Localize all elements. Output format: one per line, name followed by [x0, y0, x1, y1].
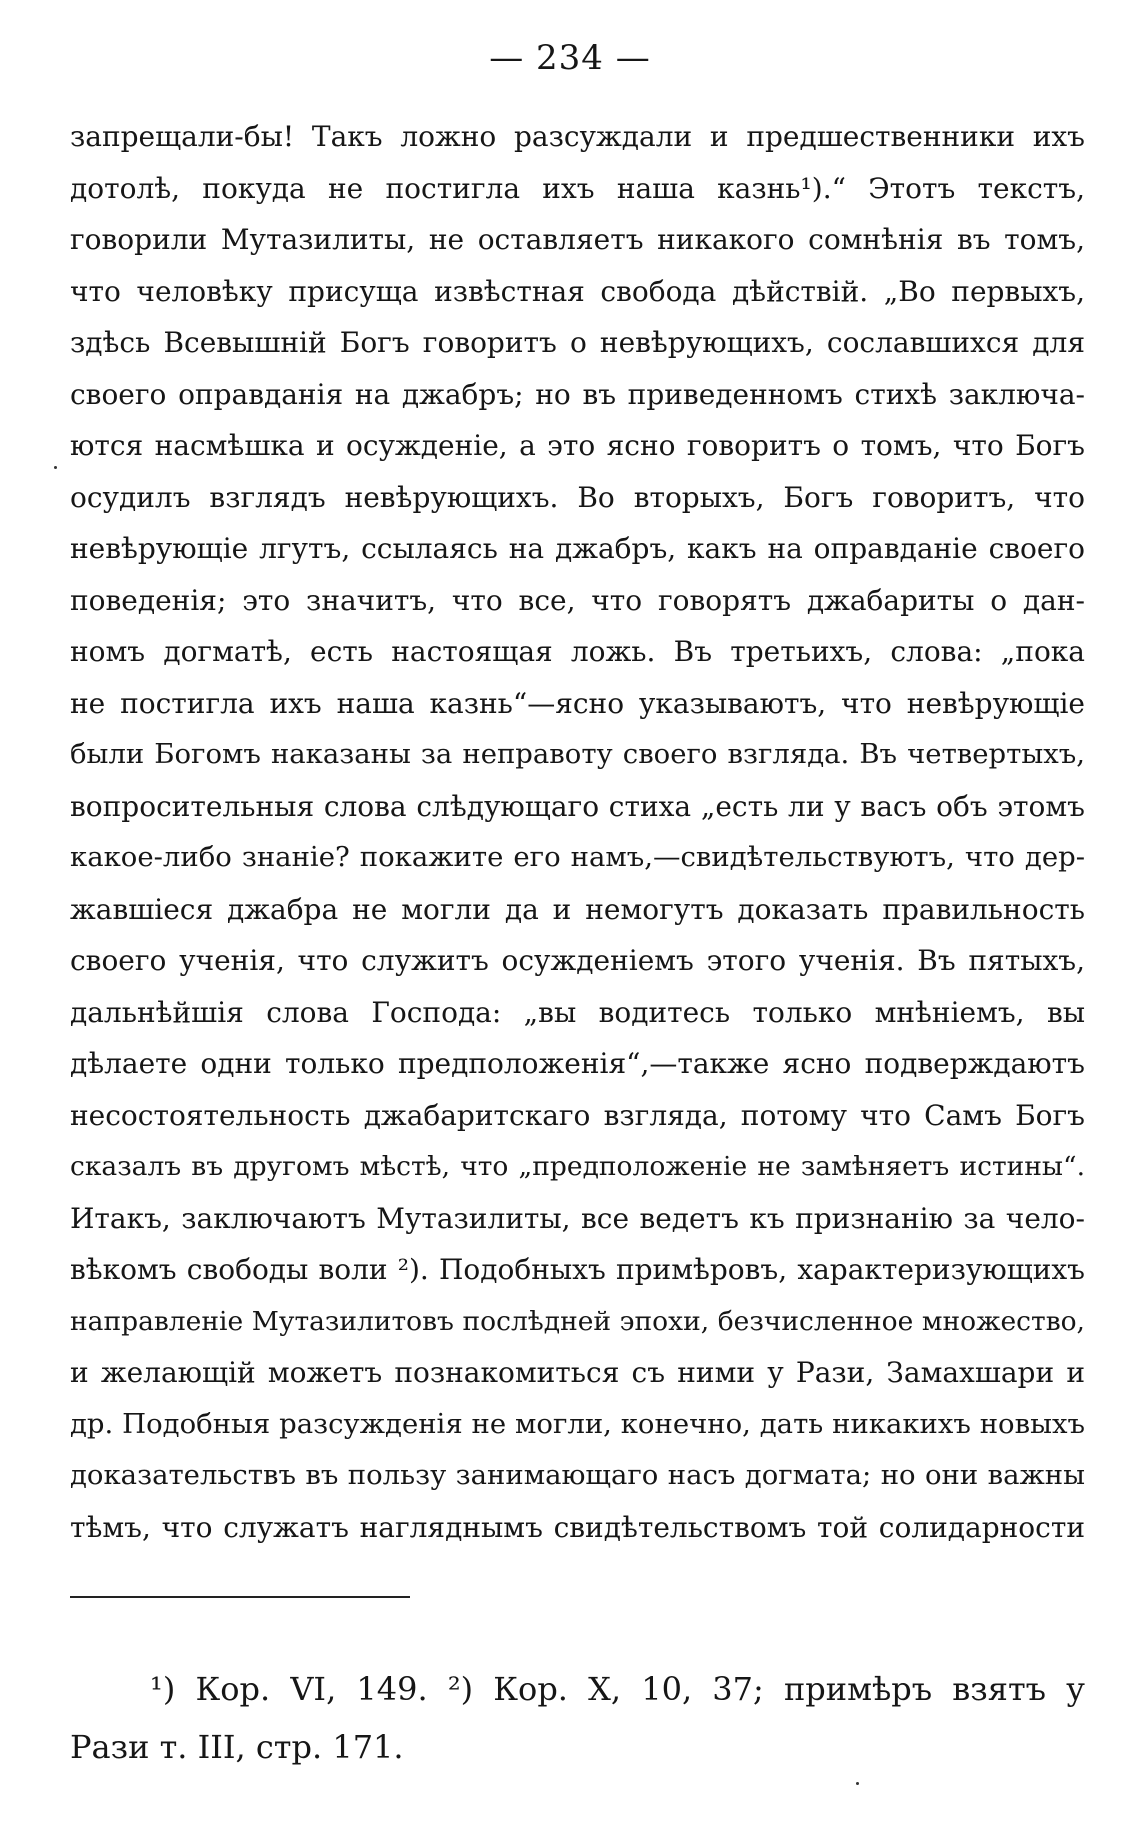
text-line: что человѣку присуща извѣстная свобода дѣйствій. „Во первыхъ,	[70, 274, 1085, 308]
text-line: номъ догматѣ, есть настоящая ложь. Въ третьихъ, слова: „пока	[70, 635, 1085, 668]
print-speck	[54, 466, 57, 469]
text-line: вопросительныя слова слѣдующаго стиха „есть ли у васъ объ этомъ	[70, 789, 1085, 823]
body-text	[70, 111, 1085, 1553]
text-line: осудилъ взглядъ невѣрующихъ. Во вторыхъ, Богъ говоритъ, что	[70, 480, 1085, 514]
footnote-separator	[70, 1596, 410, 1598]
text-line: поведенія; это значитъ, что все, что говорятъ джабариты о дан-	[70, 583, 1085, 617]
text-line: несостоятельность джабаритскаго взгляда, потому что Самъ Богъ	[70, 1098, 1085, 1132]
text-line: Итакъ, заключаютъ Мутазилиты, все ведетъ къ признанію за чело-	[70, 1201, 1085, 1235]
text-line: не постигла ихъ наша казнь“—ясно указываютъ, что невѣрующіе	[70, 686, 1085, 720]
text-line: дотолѣ, покуда не постигла ихъ наша казнь¹).“ Этотъ текстъ,	[70, 171, 1085, 205]
text-line: запрещали-бы! Такъ ложно разсуждали и предшественники ихъ	[70, 120, 1085, 153]
text-line: др. Подобныя разсужденія не могли, конечно, дать никакихъ новыхъ	[70, 1407, 1085, 1440]
text-line: жавшіеся джабра не могли да и немогутъ доказать правильность	[70, 892, 1085, 926]
text-line: тѣмъ, что служатъ нагляднымъ свидѣтельствомъ той солидарности	[70, 1510, 1085, 1544]
text-line: здѣсь Всевышній Богъ говоритъ о невѣрующихъ, сославшихся для	[70, 326, 1085, 359]
text-line: дѣлаете одни только предположенія“,—также ясно подверждаютъ	[70, 1047, 1085, 1080]
text-line: ются насмѣшка и осужденіе, а это ясно говоритъ о томъ, что Богъ	[70, 429, 1085, 462]
text-line: своего оправданія на джабръ; но въ приведенномъ стихѣ заключа-	[70, 377, 1085, 411]
text-line: сказалъ въ другомъ мѣстѣ, что „предположеніе не замѣняетъ истины“.	[70, 1151, 1085, 1182]
text-line: невѣрующіе лгутъ, ссылаясь на джабръ, какъ на оправданіе своего	[70, 532, 1085, 565]
page-number: — 234 —	[489, 38, 651, 78]
text-line: дальнѣйшія слова Господа: „вы водитесь только мнѣніемъ, вы	[70, 995, 1085, 1029]
text-line: вѣкомъ свободы воли ²). Подобныхъ примѣровъ, характеризующихъ	[70, 1253, 1085, 1286]
footnote-line: Рази т. III, стр. 171.	[70, 1728, 404, 1766]
text-line: своего ученія, что служитъ осужденіемъ этого ученія. Въ пятыхъ,	[70, 944, 1085, 977]
print-speck	[856, 1782, 859, 1785]
text-line: доказательствъ въ пользу занимающаго насъ догмата; но они важны	[70, 1459, 1085, 1491]
text-line: говорили Мутазилиты, не оставляетъ никакого сомнѣнія въ томъ,	[70, 223, 1085, 256]
text-line: направленіе Мутазилитовъ послѣдней эпохи, безчисленное множество,	[70, 1305, 1085, 1337]
footnotes	[70, 1660, 1085, 1776]
footnote-line: ¹) Кор. VI, 149. ²) Кор. X, 10, 37; примѣръ взятъ у	[150, 1670, 1085, 1708]
text-line: и желающій можетъ познакомиться съ ними у Рази, Замахшари и	[70, 1356, 1085, 1389]
text-line: были Богомъ наказаны за неправоту своего взгляда. Въ четвертыхъ,	[70, 738, 1085, 770]
text-line: какое-либо знаніе? покажите его намъ,—свидѣтельствуютъ, что дер-	[70, 841, 1085, 873]
